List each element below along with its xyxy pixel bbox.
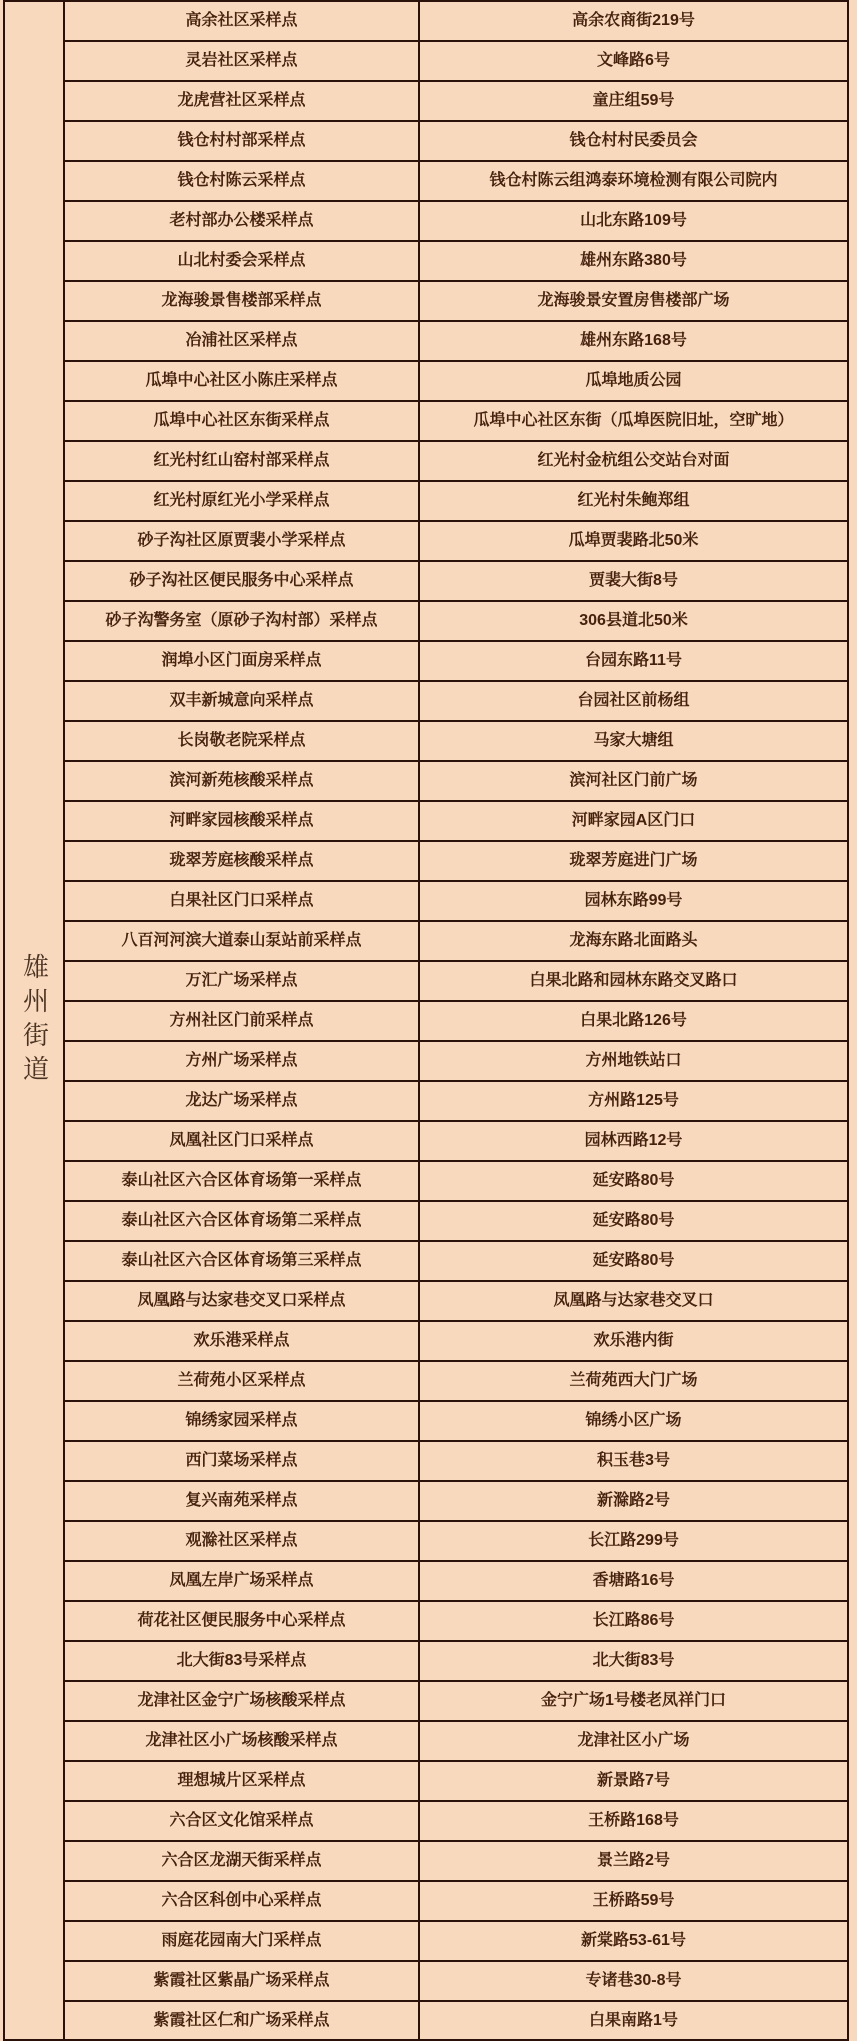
sampling-point-name: 龙达广场采样点 — [185, 1092, 298, 1110]
table-row — [65, 802, 847, 842]
sampling-point-name: 复兴南苑采样点 — [185, 1492, 298, 1510]
sampling-point-name: 紫霞社区仁和广场采样点 — [153, 2012, 330, 2030]
sampling-point-name: 兰荷苑小区采样点 — [177, 1372, 306, 1390]
sampling-point-cell — [65, 1122, 420, 1160]
sampling-point-cell — [65, 1242, 420, 1280]
sampling-point-name: 方州广场采样点 — [185, 1052, 298, 1070]
address-cell — [420, 442, 847, 480]
sampling-point-cell — [65, 362, 420, 400]
table-row — [65, 882, 847, 922]
address-text: 方州路125号 — [588, 1092, 679, 1110]
table-row — [65, 922, 847, 962]
table-row — [65, 722, 847, 762]
address-text: 景兰路2号 — [597, 1852, 670, 1870]
address-cell — [420, 882, 847, 920]
sampling-point-cell — [65, 682, 420, 720]
sampling-point-cell — [65, 1202, 420, 1240]
address-cell — [420, 722, 847, 760]
address-text: 长江路299号 — [588, 1532, 679, 1550]
sampling-point-name: 六合区科创中心采样点 — [161, 1892, 322, 1910]
table-row — [65, 1842, 847, 1882]
address-cell — [420, 1642, 847, 1680]
sampling-point-cell — [65, 1082, 420, 1120]
address-cell — [420, 1762, 847, 1800]
table-row — [65, 1642, 847, 1682]
sampling-point-cell — [65, 1722, 420, 1760]
address-cell — [420, 682, 847, 720]
address-text: 园林东路99号 — [584, 892, 683, 910]
sampling-point-name: 钱仓村村部采样点 — [177, 132, 306, 150]
table-row — [65, 562, 847, 602]
table-row — [65, 122, 847, 162]
sampling-point-cell — [65, 882, 420, 920]
address-cell — [420, 1322, 847, 1360]
table-row — [65, 282, 847, 322]
sampling-point-name: 龙海骏景售楼部采样点 — [161, 292, 322, 310]
sampling-point-cell — [65, 2002, 420, 2040]
sampling-point-name: 北大街83号采样点 — [176, 1652, 307, 1670]
address-cell — [420, 2, 847, 40]
address-cell — [420, 1562, 847, 1600]
address-text: 金宁广场1号楼老凤祥门口 — [541, 1692, 726, 1710]
sampling-point-cell — [65, 1962, 420, 2000]
address-text: 长江路86号 — [592, 1612, 675, 1630]
address-text: 瓜埠地质公园 — [585, 372, 682, 390]
sampling-point-cell — [65, 1002, 420, 1040]
address-cell — [420, 1362, 847, 1400]
address-text: 王桥路168号 — [588, 1812, 679, 1830]
table-row — [65, 1962, 847, 2002]
sampling-point-name: 万汇广场采样点 — [185, 972, 298, 990]
address-text: 专诸巷30-8号 — [585, 1972, 682, 1990]
sampling-point-name: 龙虎营社区采样点 — [177, 92, 306, 110]
table-row — [65, 1682, 847, 1722]
table-row — [65, 42, 847, 82]
sampling-point-cell — [65, 1322, 420, 1360]
sampling-point-name: 钱仓村陈云采样点 — [177, 172, 306, 190]
table-row — [65, 482, 847, 522]
sampling-point-name: 滨河新苑核酸采样点 — [169, 772, 314, 790]
address-text: 306县道北50米 — [579, 612, 688, 630]
sampling-point-cell — [65, 1922, 420, 1960]
table-row — [65, 1122, 847, 1162]
address-cell — [420, 1842, 847, 1880]
address-cell — [420, 1042, 847, 1080]
address-text: 台园东路11号 — [585, 652, 682, 670]
address-cell — [420, 1002, 847, 1040]
address-cell — [420, 402, 847, 440]
address-cell — [420, 82, 847, 120]
sampling-point-name: 河畔家园核酸采样点 — [169, 812, 314, 830]
sampling-point-cell — [65, 482, 420, 520]
address-cell — [420, 1402, 847, 1440]
table-row — [65, 1322, 847, 1362]
table-row — [65, 642, 847, 682]
address-cell — [420, 1242, 847, 1280]
address-text: 雄州东路168号 — [580, 332, 687, 350]
sampling-point-name: 六合区文化馆采样点 — [169, 1812, 314, 1830]
sampling-point-cell — [65, 1162, 420, 1200]
address-cell — [420, 1482, 847, 1520]
address-cell — [420, 482, 847, 520]
sampling-point-cell — [65, 1842, 420, 1880]
address-cell — [420, 1602, 847, 1640]
sampling-point-name: 锦绣家园采样点 — [185, 1412, 298, 1430]
address-cell — [420, 522, 847, 560]
address-text: 台园社区前杨组 — [577, 692, 690, 710]
sampling-point-name: 理想城片区采样点 — [177, 1772, 306, 1790]
sampling-point-name: 冶浦社区采样点 — [185, 332, 298, 350]
address-text: 延安路80号 — [592, 1212, 675, 1230]
table-row — [65, 2, 847, 42]
sampling-point-cell — [65, 962, 420, 1000]
sampling-point-cell — [65, 1802, 420, 1840]
table-row — [65, 1922, 847, 1962]
sampling-point-name: 山北村委会采样点 — [177, 252, 306, 270]
address-text: 贾裴大街8号 — [589, 572, 678, 590]
sampling-point-name: 长岗敬老院采样点 — [177, 732, 306, 750]
table-row — [65, 322, 847, 362]
sampling-point-name: 西门菜场采样点 — [185, 1452, 298, 1470]
table-row — [65, 602, 847, 642]
address-cell — [420, 1162, 847, 1200]
address-text: 方州地铁站口 — [585, 1052, 682, 1070]
sampling-point-cell — [65, 1402, 420, 1440]
address-cell — [420, 642, 847, 680]
address-cell — [420, 562, 847, 600]
sampling-point-name: 欢乐港采样点 — [193, 1332, 290, 1350]
address-text: 王桥路59号 — [592, 1892, 675, 1910]
sampling-point-name: 白果社区门口采样点 — [169, 892, 314, 910]
address-text: 积玉巷3号 — [597, 1452, 670, 1470]
sampling-point-cell — [65, 602, 420, 640]
address-text: 文峰路6号 — [597, 52, 670, 70]
sampling-point-cell — [65, 1442, 420, 1480]
sampling-point-cell — [65, 642, 420, 680]
address-cell — [420, 1442, 847, 1480]
sampling-point-name: 泰山社区六合区体育场第二采样点 — [121, 1212, 362, 1230]
address-cell — [420, 242, 847, 280]
address-text: 北大街83号 — [592, 1652, 675, 1670]
address-cell — [420, 1682, 847, 1720]
address-text: 红光村朱鲍郑组 — [577, 492, 690, 510]
address-text: 白果北路126号 — [580, 1012, 687, 1030]
address-text: 钱仓村陈云组鸿泰环境检测有限公司院内 — [489, 172, 778, 190]
address-cell — [420, 362, 847, 400]
sampling-point-name: 红光村红山窑村部采样点 — [153, 452, 330, 470]
table-row — [65, 1482, 847, 1522]
sampling-point-name: 瓜埠中心社区小陈庄采样点 — [145, 372, 338, 390]
address-cell — [420, 602, 847, 640]
table-row — [65, 1002, 847, 1042]
address-cell — [420, 1882, 847, 1920]
sampling-point-cell — [65, 1882, 420, 1920]
address-text: 新景路7号 — [597, 1772, 670, 1790]
table-row — [65, 202, 847, 242]
address-cell — [420, 1082, 847, 1120]
address-text: 锦绣小区广场 — [585, 1412, 682, 1430]
table-row — [65, 1202, 847, 1242]
address-cell — [420, 802, 847, 840]
sampling-point-cell — [65, 1282, 420, 1320]
address-text: 珑翠芳庭进门广场 — [569, 852, 698, 870]
sampling-point-cell — [65, 1562, 420, 1600]
sampling-point-name: 紫霞社区紫晶广场采样点 — [153, 1972, 330, 1990]
table-row — [65, 522, 847, 562]
address-text: 龙海骏景安置房售楼部广场 — [537, 292, 730, 310]
address-text: 延安路80号 — [592, 1172, 675, 1190]
sampling-point-cell — [65, 802, 420, 840]
sampling-sites-table — [3, 0, 849, 2041]
address-text: 高余农商街219号 — [572, 12, 695, 30]
table-row — [65, 442, 847, 482]
address-cell — [420, 762, 847, 800]
address-text: 延安路80号 — [592, 1252, 675, 1270]
address-text: 瓜埠贾裴路北50米 — [568, 532, 699, 550]
sampling-point-cell — [65, 1682, 420, 1720]
sampling-point-cell — [65, 202, 420, 240]
address-text: 香塘路16号 — [592, 1572, 675, 1590]
sampling-point-name: 砂子沟社区便民服务中心采样点 — [129, 572, 354, 590]
address-text: 红光村金杭组公交站台对面 — [537, 452, 730, 470]
table-row — [65, 1562, 847, 1602]
address-cell — [420, 1802, 847, 1840]
sampling-point-name: 荷花社区便民服务中心采样点 — [137, 1612, 346, 1630]
sampling-point-cell — [65, 842, 420, 880]
address-text: 马家大塘组 — [593, 732, 674, 750]
address-text: 钱仓村村民委员会 — [569, 132, 698, 150]
sampling-point-cell — [65, 562, 420, 600]
table-row — [65, 1082, 847, 1122]
table-row — [65, 842, 847, 882]
address-text: 龙海东路北面路头 — [569, 932, 698, 950]
table-row — [65, 1722, 847, 1762]
sampling-point-cell — [65, 1482, 420, 1520]
address-text: 龙津社区小广场 — [577, 1732, 690, 1750]
address-cell — [420, 962, 847, 1000]
sampling-point-cell — [65, 1602, 420, 1640]
address-text: 白果北路和园林东路交叉路口 — [529, 972, 738, 990]
address-text: 白果南路1号 — [589, 2012, 678, 2030]
table-row — [65, 1522, 847, 1562]
district-label: 雄州街道 — [18, 952, 49, 1089]
table-body — [65, 2, 847, 2039]
sampling-point-cell — [65, 2, 420, 40]
sampling-point-name: 泰山社区六合区体育场第三采样点 — [121, 1252, 362, 1270]
address-text: 滨河社区门前广场 — [569, 772, 698, 790]
table-row — [65, 1162, 847, 1202]
sampling-point-cell — [65, 282, 420, 320]
address-text: 河畔家园A区门口 — [571, 812, 696, 830]
sampling-point-cell — [65, 922, 420, 960]
table-row — [65, 2002, 847, 2041]
sampling-point-cell — [65, 82, 420, 120]
address-text: 瓜埠中心社区东街（瓜埠医院旧址，空旷地） — [473, 412, 794, 430]
sampling-point-name: 老村部办公楼采样点 — [169, 212, 314, 230]
sampling-point-cell — [65, 1642, 420, 1680]
address-cell — [420, 922, 847, 960]
address-cell — [420, 1722, 847, 1760]
sampling-point-name: 龙津社区小广场核酸采样点 — [145, 1732, 338, 1750]
sampling-point-name: 观滁社区采样点 — [185, 1532, 298, 1550]
table-row — [65, 402, 847, 442]
district-column — [5, 2, 65, 2039]
sampling-point-name: 双丰新城意向采样点 — [169, 692, 314, 710]
sampling-point-name: 六合区龙湖天街采样点 — [161, 1852, 322, 1870]
sampling-point-cell — [65, 1042, 420, 1080]
address-text: 园林西路12号 — [584, 1132, 683, 1150]
table-row — [65, 1042, 847, 1082]
table-row — [65, 762, 847, 802]
address-text: 童庄组59号 — [592, 92, 675, 110]
sampling-point-cell — [65, 402, 420, 440]
address-cell — [420, 1202, 847, 1240]
sampling-point-name: 雨庭花园南大门采样点 — [161, 1932, 322, 1950]
table-row — [65, 682, 847, 722]
address-cell — [420, 1282, 847, 1320]
sampling-point-name: 高余社区采样点 — [185, 12, 298, 30]
address-cell — [420, 42, 847, 80]
sampling-point-cell — [65, 762, 420, 800]
sampling-point-cell — [65, 1762, 420, 1800]
address-cell — [420, 282, 847, 320]
sampling-point-name: 砂子沟警务室（原砂子沟村部）采样点 — [105, 612, 378, 630]
table-row — [65, 82, 847, 122]
table-row — [65, 1802, 847, 1842]
table-row — [65, 1882, 847, 1922]
sampling-point-cell — [65, 242, 420, 280]
sampling-point-name: 红光村原红光小学采样点 — [153, 492, 330, 510]
address-cell — [420, 1922, 847, 1960]
sampling-point-name: 方州社区门前采样点 — [169, 1012, 314, 1030]
address-cell — [420, 1522, 847, 1560]
table-row — [65, 1362, 847, 1402]
sampling-point-cell — [65, 42, 420, 80]
table-row — [65, 362, 847, 402]
address-cell — [420, 842, 847, 880]
address-cell — [420, 2002, 847, 2040]
address-text: 欢乐港内街 — [593, 1332, 674, 1350]
address-cell — [420, 1962, 847, 2000]
sampling-point-name: 砂子沟社区原贾裴小学采样点 — [137, 532, 346, 550]
sampling-point-name: 凤凰左岸广场采样点 — [169, 1572, 314, 1590]
address-text: 雄州东路380号 — [580, 252, 687, 270]
sampling-point-cell — [65, 1522, 420, 1560]
sampling-point-cell — [65, 162, 420, 200]
sampling-point-cell — [65, 122, 420, 160]
table-row — [65, 1282, 847, 1322]
address-cell — [420, 122, 847, 160]
sampling-point-name: 润埠小区门面房采样点 — [161, 652, 322, 670]
address-text: 凤凰路与达家巷交叉口 — [553, 1292, 714, 1310]
table-row — [65, 962, 847, 1002]
address-cell — [420, 322, 847, 360]
sampling-point-cell — [65, 442, 420, 480]
sampling-point-cell — [65, 1362, 420, 1400]
sampling-point-name: 泰山社区六合区体育场第一采样点 — [121, 1172, 362, 1190]
sampling-point-name: 灵岩社区采样点 — [185, 52, 298, 70]
table-row — [65, 1762, 847, 1802]
table-row — [65, 1442, 847, 1482]
sampling-point-name: 八百河河滨大道泰山泵站前采样点 — [121, 932, 362, 950]
sampling-point-name: 龙津社区金宁广场核酸采样点 — [137, 1692, 346, 1710]
address-text: 兰荷苑西大门广场 — [569, 1372, 698, 1390]
table-row — [65, 1402, 847, 1442]
address-text: 新棠路53-61号 — [581, 1932, 686, 1950]
address-cell — [420, 1122, 847, 1160]
sampling-point-name: 凤凰路与达家巷交叉口采样点 — [137, 1292, 346, 1310]
address-cell — [420, 162, 847, 200]
sampling-point-cell — [65, 722, 420, 760]
sampling-point-cell — [65, 522, 420, 560]
table-row — [65, 1242, 847, 1282]
table-row — [65, 162, 847, 202]
sampling-point-cell — [65, 322, 420, 360]
sampling-point-name: 凤凰社区门口采样点 — [169, 1132, 314, 1150]
table-row — [65, 242, 847, 282]
address-text: 山北东路109号 — [580, 212, 687, 230]
sampling-point-name: 瓜埠中心社区东街采样点 — [153, 412, 330, 430]
address-cell — [420, 202, 847, 240]
table-row — [65, 1602, 847, 1642]
sampling-point-name: 珑翠芳庭核酸采样点 — [169, 852, 314, 870]
address-text: 新滁路2号 — [597, 1492, 670, 1510]
